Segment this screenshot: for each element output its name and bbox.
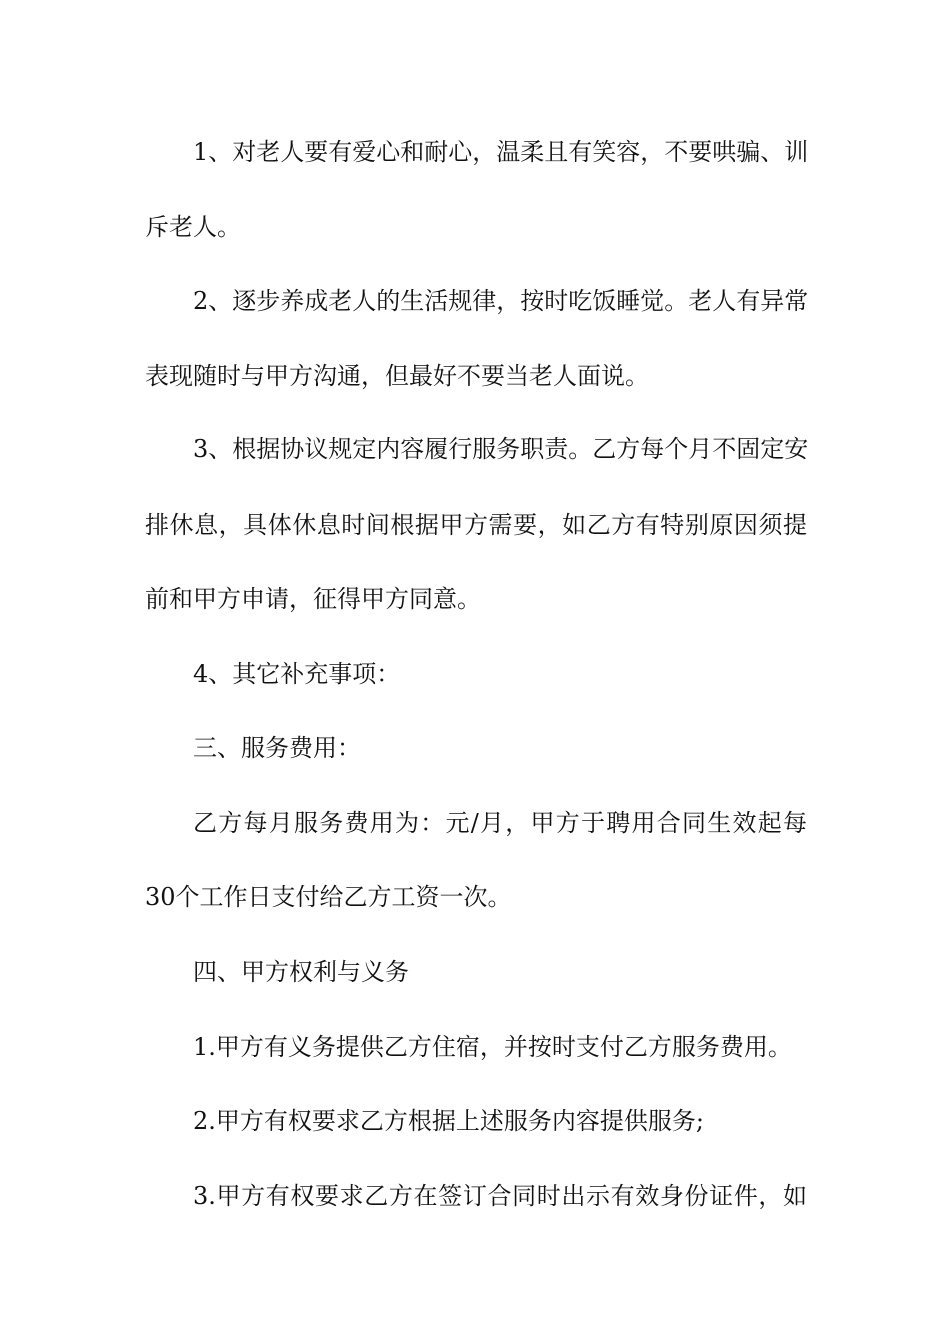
paragraph-line: 2.甲方有权要求乙方根据上述服务内容提供服务;	[193, 1107, 704, 1135]
section-heading: 三、服务费用：	[193, 734, 361, 762]
paragraph-line: 前和甲方申请，征得甲方同意。	[145, 585, 481, 613]
paragraph-line: 4、其它补充事项：	[193, 660, 401, 688]
paragraph-line: 1.甲方有义务提供乙方住宿，并按时支付乙方服务费用。	[193, 1033, 792, 1061]
paragraph-line: 2、逐步养成老人的生活规律，按时吃饭睡觉。老人有异常	[193, 287, 809, 315]
paragraph-line: 30个工作日支付给乙方工资一次。	[145, 883, 512, 911]
paragraph-line: 排休息，具体休息时间根据甲方需要，如乙方有特别原因须提	[145, 511, 807, 539]
paragraph-line: 表现随时与甲方沟通，但最好不要当老人面说。	[145, 362, 649, 390]
section-heading: 四、甲方权利与义务	[193, 958, 409, 986]
paragraph-line: 乙方每月服务费用为：元/月，甲方于聘用合同生效起每	[193, 809, 807, 837]
paragraph-line: 斥老人。	[145, 213, 241, 241]
paragraph-line: 1、对老人要有爱心和耐心，温柔且有笑容，不要哄骗、训	[193, 138, 809, 166]
paragraph-line: 3.甲方有权要求乙方在签订合同时出示有效身份证件，如	[193, 1182, 807, 1210]
paragraph-line: 3、根据协议规定内容履行服务职责。乙方每个月不固定安	[193, 435, 809, 463]
